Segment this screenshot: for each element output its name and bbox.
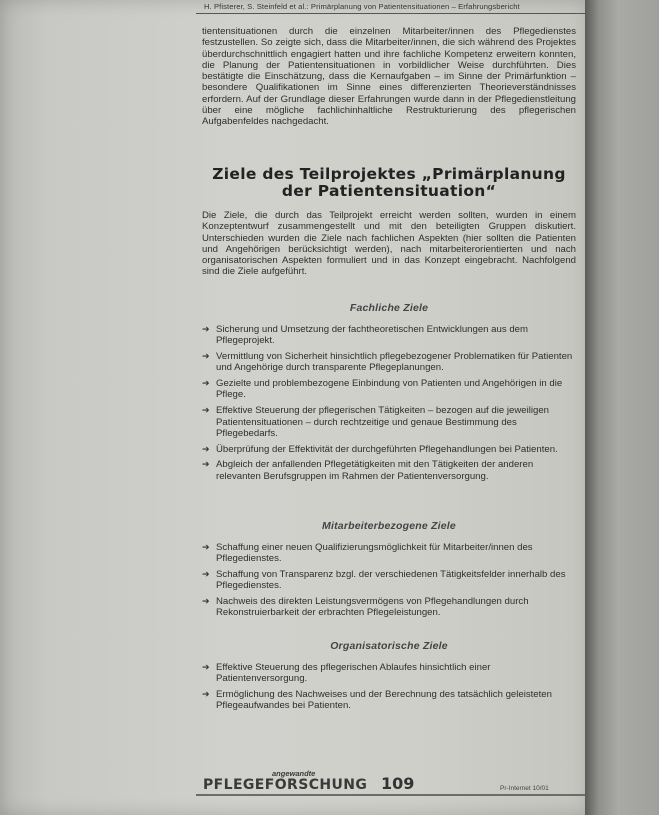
list-organisatorische-ziele <box>202 662 576 716</box>
arrow-icon: ➔ <box>202 542 210 552</box>
arrow-icon: ➔ <box>202 689 210 700</box>
list-item: ➔ Sicherung und Umsetzung der fachtheoretischen Entwicklungen aus dem Pflegeprojekt. <box>202 324 528 347</box>
arrow-icon: ➔ <box>202 405 210 416</box>
journal-logo: PFLEGEFORSCHUNG <box>203 777 368 793</box>
footer-rule <box>196 794 590 796</box>
list-item: ➔ Überprüfung der Effektivität der durchgeführten Pflegehandlungen bei Patienten. <box>202 443 558 455</box>
arrow-icon: ➔ <box>202 324 210 334</box>
section-paragraph: Die Ziele, die durch das Teilprojekt erreicht werden sollten, wurden in einem Konzeptentwurf zusammengestellt und mit den beteiligten Gruppen diskutiert. Unterschieden wurden die Ziele nach fachlichen Aspekten (hier sollten die Patienten und Angehörigen berücksichtigt werden), nach mitarbeiterorientierten und nach organisatorischen Aspekten formuliert und in das Konzept eingebracht. Nachfolgend sind die Ziele aufgeführt. <box>202 210 576 278</box>
subheading-organisatorische-ziele: Organisatorische Ziele <box>330 640 448 652</box>
section-title: Ziele des Teilprojektes „Primärplanung der Patientensituation“ <box>212 165 566 200</box>
journal-issue: Pr-Internet 10/01 <box>500 785 549 792</box>
subheading-fachliche-ziele: Fachliche Ziele <box>349 302 429 314</box>
arrow-icon: ➔ <box>202 459 210 470</box>
page-number: 109 <box>381 774 415 793</box>
journal-prefix: angewandte <box>272 769 316 778</box>
arrow-icon: ➔ <box>202 596 210 607</box>
subheading-mitarbeiterbezogene-ziele: Mitarbeiterbezogene Ziele <box>322 520 456 532</box>
intro-paragraph-block <box>202 26 576 128</box>
list-item: ➔ Effektive Steuerung der pflegerischen Tätigkeiten – bezogen auf die jeweiligen Patientensituationen – durch rechtzeitige und genaue Bestimmung des Pflegebedarfs. <box>202 405 549 439</box>
list-item: ➔ Vermittlung von Sicherheit hinsichtlich pflegebezogener Problematiken für Patienten und Angehörige durch transparente Pflegeplanungen. <box>202 351 573 374</box>
list-item: ➔ Nachweis des direkten Leistungsvermögens von Pflegehandlungen durch Rekonstruierbarkeit der erbrachten Pflegeleistungen. <box>202 596 529 619</box>
list-item: ➔ Schaffung einer neuen Qualifizierungsmöglichkeit für Mitarbeiter/innen des Pflegedienstes. <box>202 542 533 565</box>
running-head: H. Pfisterer, S. Steinfeld et al.: Primärplanung von Patientensituationen – Erfahrungsbericht <box>204 2 520 11</box>
list-item: ➔ Schaffung von Transparenz bzgl. der verschiedenen Tätigkeitsfelder innerhalb des Pflegedienstes. <box>202 569 566 592</box>
arrow-icon: ➔ <box>202 662 210 672</box>
arrow-icon: ➔ <box>202 378 210 389</box>
list-item: ➔ Abgleich der anfallenden Pflegetätigkeiten mit den Tätigkeiten der anderen relevanten Berufsgruppen im Rahmen der Patientenversorgung. <box>202 459 534 482</box>
list-item: ➔ Effektive Steuerung des pflegerischen Ablaufes hinsichtlich einer Patientenversorgung. <box>202 662 491 685</box>
arrow-icon: ➔ <box>202 569 210 580</box>
arrow-icon: ➔ <box>202 443 210 454</box>
list-mitarbeiterbezogene-ziele <box>202 542 576 623</box>
list-item: ➔ Ermöglichung des Nachweises und der Berechnung des tatsächlich geleisteten Pflegeaufwandes bei Patienten. <box>202 689 552 712</box>
intro-paragraph: tientensituationen durch die einzelnen Mitarbeiter/innen des Pflegedienstes festzustellen. So zeigte sich, dass die Mitarbeiter/innen, die sich während des Projektes überdurchschnittlich engagiert hatten und ihre fachliche Kompetenz erweitern konnten, die Planung der Patientensituationen in vorbildlicher Weise durchführten. Dies bestätigte die Einschätzung, dass die Kernaufgaben – im Sinne der Primärfunktion – besondere Qualifikationen im Sinne eines differenzierten Theorieverständnisses erfordern. Auf der Grundlage dieser Erfahrungen wurde dann in der Pflegedienstleitung über eine mögliche fachlichinhaltliche Restrukturierung des pflegerischen Aufgabenfeldes nachgedacht. <box>202 26 576 128</box>
header-rule <box>196 13 590 14</box>
arrow-icon: ➔ <box>202 351 210 362</box>
list-item: ➔ Gezielte und problembezogene Einbindung von Patienten und Angehörigen in die Pflege. <box>202 378 563 401</box>
section-paragraph-block <box>202 210 576 278</box>
list-fachliche-ziele <box>202 324 576 487</box>
scan-edge-shadow <box>585 0 659 815</box>
